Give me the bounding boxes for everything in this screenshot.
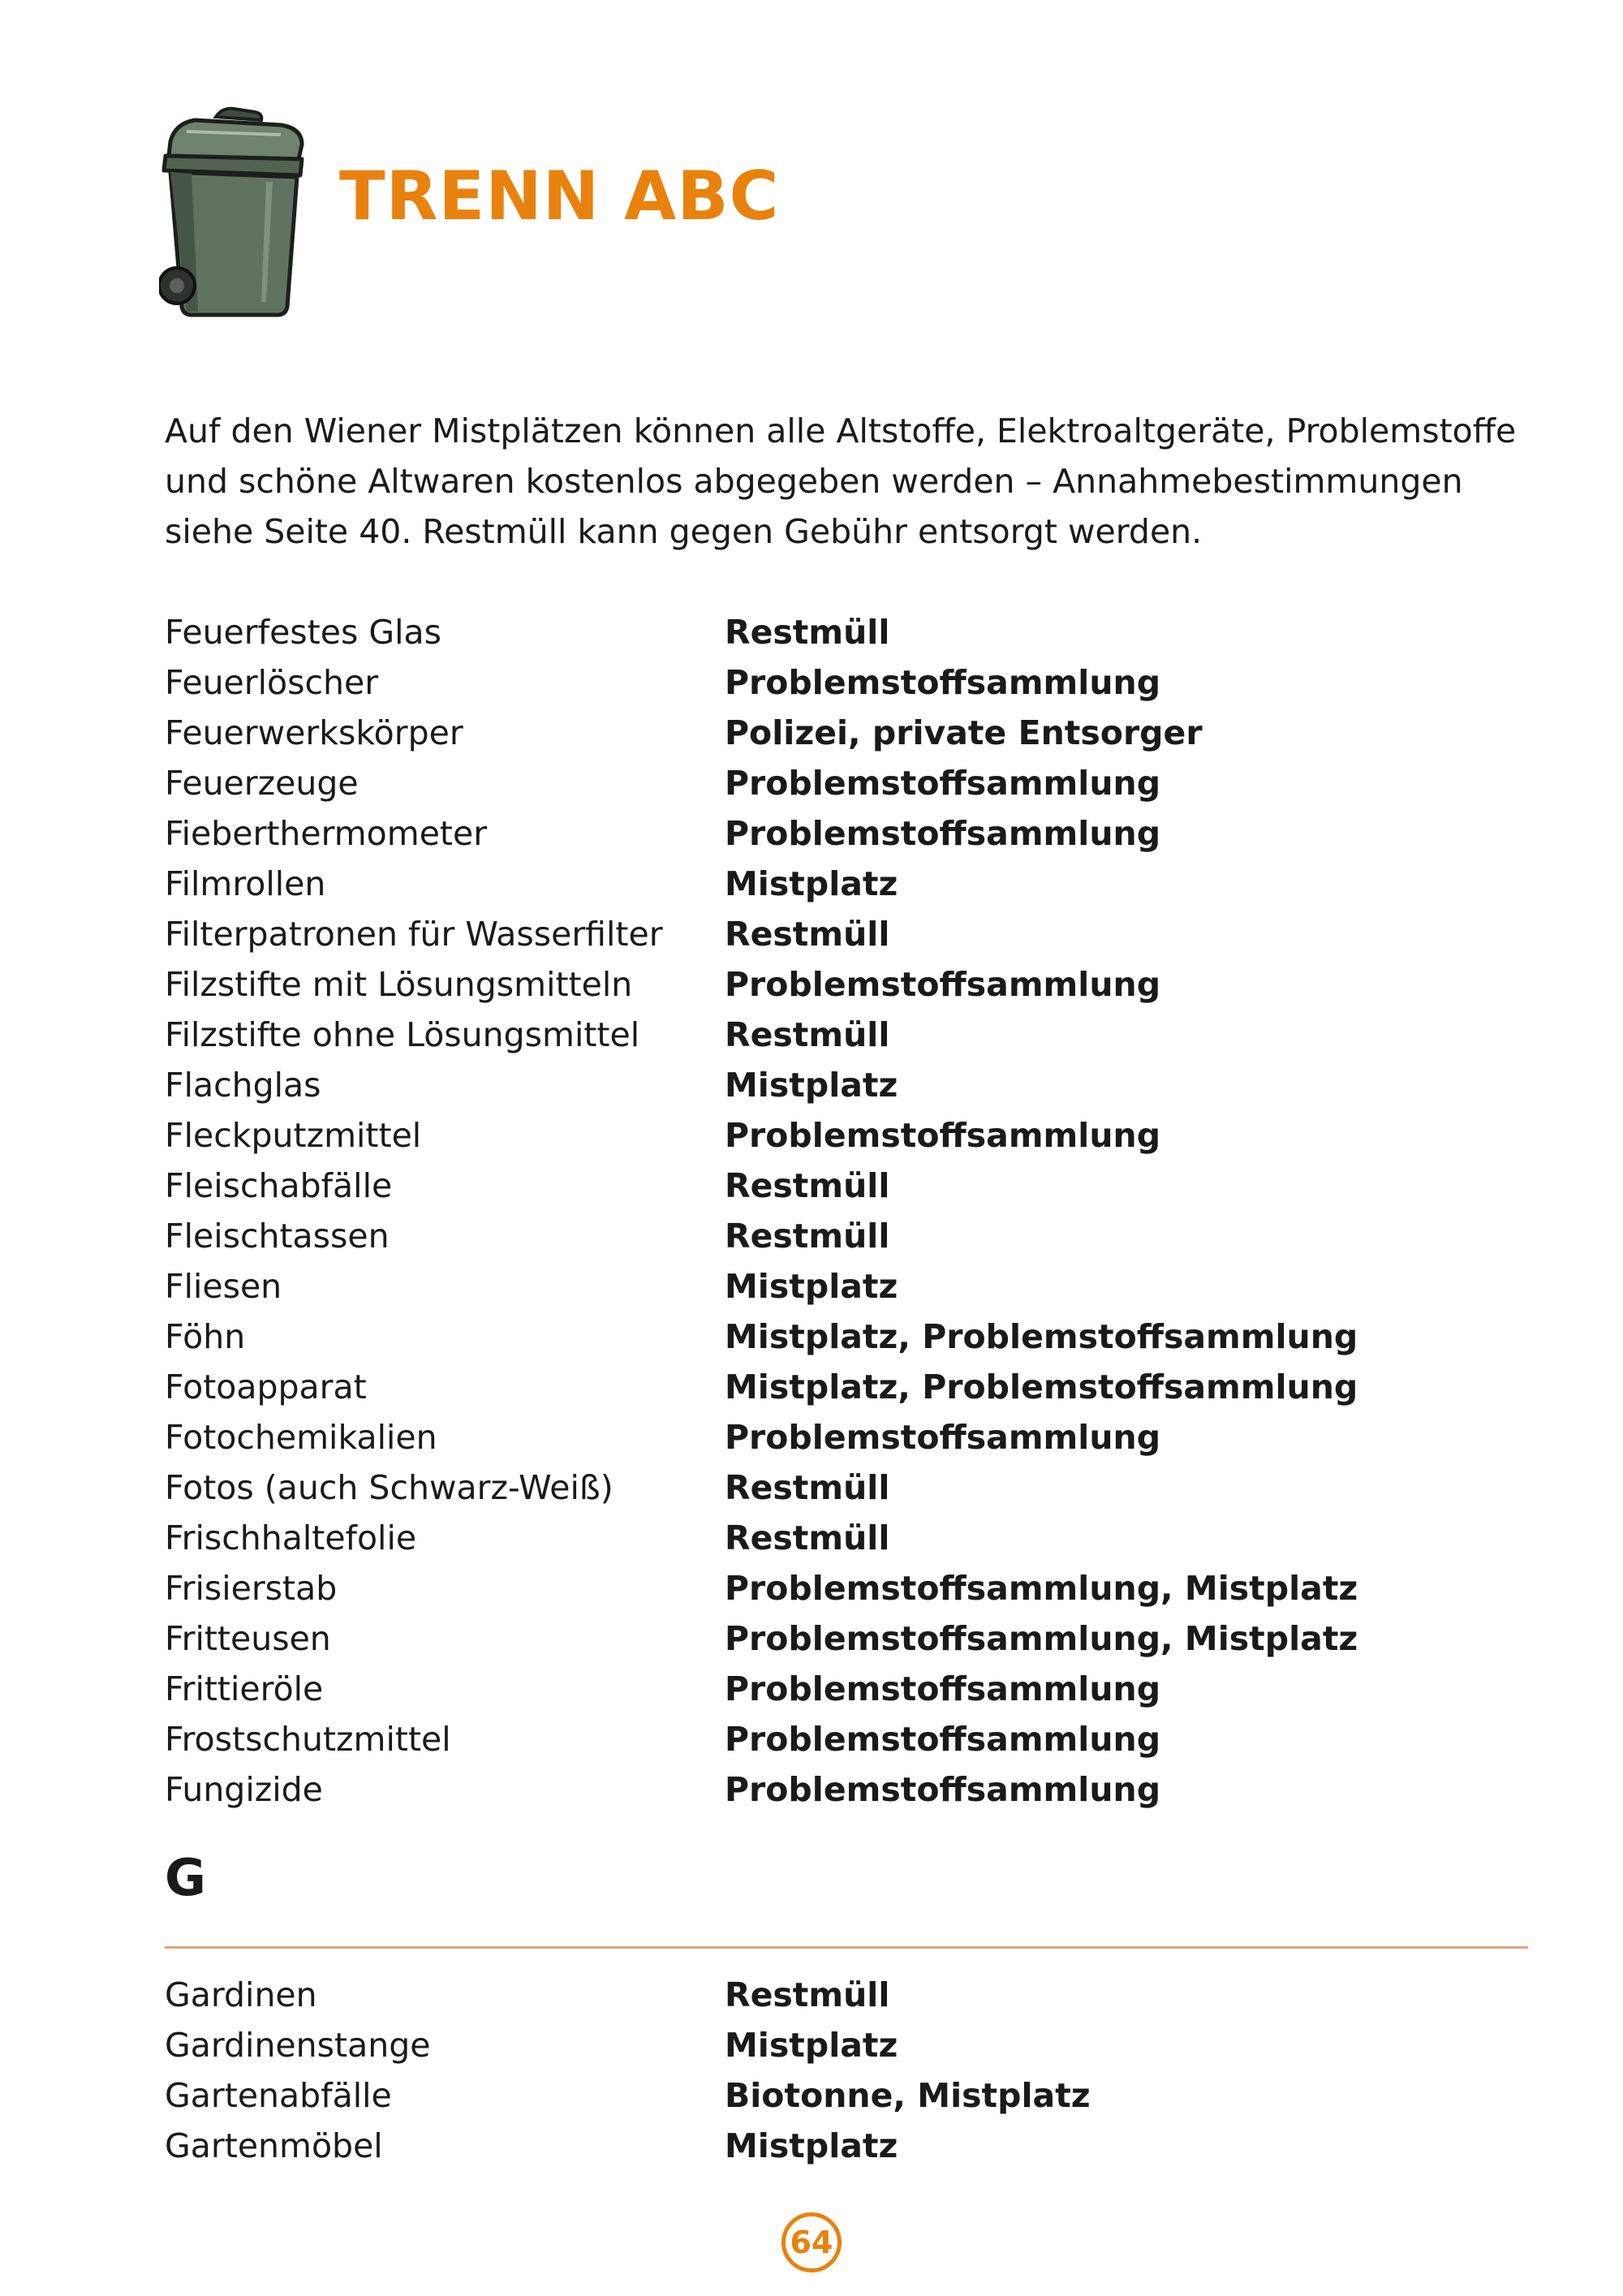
list-item xyxy=(165,1060,1358,1110)
item-name: Gartenabfälle xyxy=(165,2076,392,2115)
list-item xyxy=(165,959,1358,1010)
item-name: Fleischabfälle xyxy=(165,1166,393,1205)
page-title: TRENN ABC xyxy=(339,157,780,235)
list-item xyxy=(165,708,1358,758)
item-name: Frischhaltefolie xyxy=(165,1518,417,1557)
item-name: Fliesen xyxy=(165,1267,282,1306)
item-name: Fleckputzmittel xyxy=(165,1116,422,1155)
item-name: Fotos (auch Schwarz-Weiß) xyxy=(165,1468,613,1507)
item-name: Feuerlöscher xyxy=(165,663,379,702)
item-destination: Problemstoffsammlung xyxy=(725,1720,1161,1759)
item-destination: Mistplatz, Problemstoffsammlung xyxy=(725,1317,1358,1356)
item-destination: Problemstoffsammlung, Mistplatz xyxy=(725,1569,1358,1608)
item-destination: Problemstoffsammlung xyxy=(725,1770,1161,1809)
list-item xyxy=(165,1362,1358,1412)
item-name: Filterpatronen für Wasserfilter xyxy=(165,915,663,954)
item-destination: Mistplatz, Problemstoffsammlung xyxy=(725,1368,1358,1406)
list-item xyxy=(165,1462,1358,1513)
item-name: Filzstifte mit Lösungsmitteln xyxy=(165,965,633,1004)
item-destination: Mistplatz xyxy=(725,2126,898,2165)
list-item xyxy=(165,808,1358,859)
list-item xyxy=(165,607,1358,657)
list-item xyxy=(165,1161,1358,1211)
list-item xyxy=(165,1714,1358,1764)
list-item xyxy=(165,1513,1358,1563)
item-destination: Restmüll xyxy=(725,1975,890,2014)
item-destination: Mistplatz xyxy=(725,864,898,903)
section-letter-g: G xyxy=(165,1848,206,1907)
list-item xyxy=(165,1764,1358,1815)
item-destination: Biotonne, Mistplatz xyxy=(725,2076,1091,2115)
list-item xyxy=(165,2121,1091,2171)
list-item xyxy=(165,1110,1358,1161)
item-name: Frostschutzmittel xyxy=(165,1720,451,1759)
section-g-list xyxy=(165,1970,1091,2171)
item-name: Gardinenstange xyxy=(165,2026,431,2065)
list-item xyxy=(165,1664,1358,1714)
item-name: Fotochemikalien xyxy=(165,1418,437,1457)
item-name: Feuerwerkskörper xyxy=(165,713,463,752)
item-destination: Problemstoffsammlung xyxy=(725,1418,1161,1457)
item-destination: Polizei, private Entsorger xyxy=(725,713,1203,752)
item-destination: Restmüll xyxy=(725,613,890,652)
list-item xyxy=(165,1613,1358,1664)
list-item xyxy=(165,1010,1358,1060)
item-name: Filzstifte ohne Lösungsmittel xyxy=(165,1015,640,1054)
item-destination: Problemstoffsammlung xyxy=(725,1116,1161,1155)
item-name: Frittieröle xyxy=(165,1669,324,1708)
list-item xyxy=(165,1970,1091,2020)
list-item xyxy=(165,859,1358,909)
page-number-badge: 64 xyxy=(781,2212,842,2272)
item-name: Frisierstab xyxy=(165,1569,338,1608)
waste-bin-icon xyxy=(159,102,305,321)
item-name: Flachglas xyxy=(165,1066,321,1105)
item-destination: Restmüll xyxy=(725,1217,890,1256)
item-destination: Restmüll xyxy=(725,1166,890,1205)
list-item xyxy=(165,1563,1358,1613)
list-item xyxy=(165,1312,1358,1362)
item-destination: Restmüll xyxy=(725,1518,890,1557)
list-item xyxy=(165,1412,1358,1462)
item-name: Fritteusen xyxy=(165,1619,331,1658)
item-destination: Problemstoffsammlung xyxy=(725,965,1161,1004)
intro-line: und schöne Altwaren kostenlos abgegeben werden – Annahmebestimmungen xyxy=(165,462,1463,501)
list-item xyxy=(165,657,1358,708)
item-destination: Problemstoffsammlung, Mistplatz xyxy=(725,1619,1358,1658)
item-destination: Problemstoffsammlung xyxy=(725,814,1161,853)
list-item xyxy=(165,2020,1091,2070)
list-item xyxy=(165,758,1358,808)
item-destination: Mistplatz xyxy=(725,1267,898,1306)
section-f-list xyxy=(165,607,1358,1815)
item-name: Feuerzeuge xyxy=(165,764,359,803)
list-item xyxy=(165,909,1358,959)
item-name: Gardinen xyxy=(165,1975,317,2014)
item-destination: Problemstoffsammlung xyxy=(725,663,1161,702)
list-item xyxy=(165,1261,1358,1312)
intro-line: Auf den Wiener Mistplätzen können alle Altstoffe, Elektroaltgeräte, Problemstoffe xyxy=(165,411,1517,450)
item-name: Fotoapparat xyxy=(165,1368,367,1406)
item-name: Föhn xyxy=(165,1317,246,1356)
item-name: Filmrollen xyxy=(165,864,326,903)
item-destination: Restmüll xyxy=(725,1468,890,1507)
item-name: Fleischtassen xyxy=(165,1217,390,1256)
item-name: Feuerfestes Glas xyxy=(165,613,441,652)
item-destination: Mistplatz xyxy=(725,1066,898,1105)
item-destination: Mistplatz xyxy=(725,2026,898,2065)
item-name: Gartenmöbel xyxy=(165,2126,383,2165)
list-item xyxy=(165,1211,1358,1261)
item-destination: Problemstoffsammlung xyxy=(725,1669,1161,1708)
item-name: Fungizide xyxy=(165,1770,323,1809)
intro-paragraph xyxy=(165,406,1544,557)
list-item xyxy=(165,2070,1091,2121)
item-destination: Restmüll xyxy=(725,1015,890,1054)
item-destination: Restmüll xyxy=(725,915,890,954)
section-divider xyxy=(165,1946,1528,1949)
intro-line: siehe Seite 40. Restmüll kann gegen Gebühr entsorgt werden. xyxy=(165,512,1203,551)
item-destination: Problemstoffsammlung xyxy=(725,764,1161,803)
item-name: Fieberthermometer xyxy=(165,814,488,853)
